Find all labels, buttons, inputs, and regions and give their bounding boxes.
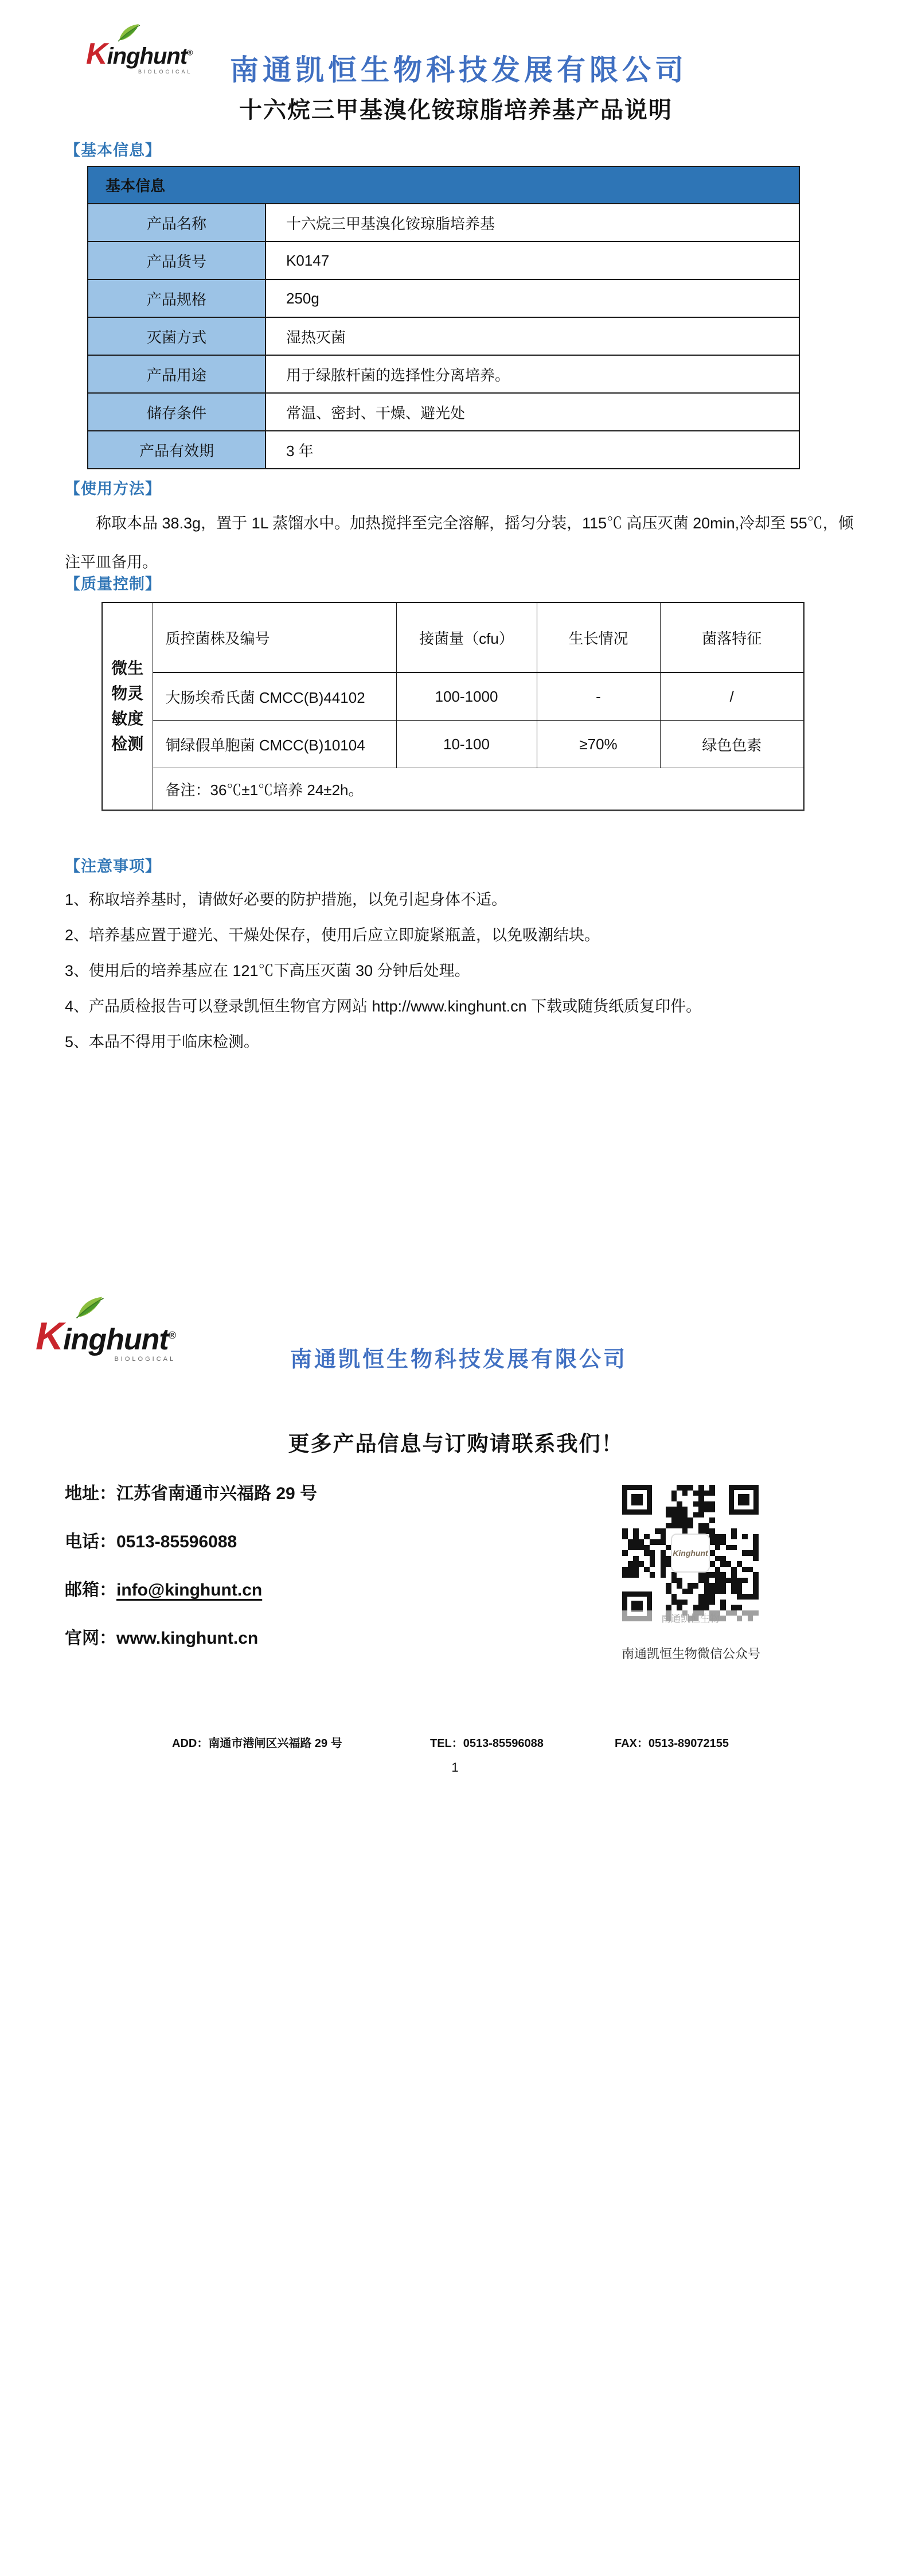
qc-note: 备注：36℃±1℃培养 24±2h。 [153,768,804,811]
contact-value: 江苏省南通市兴福路 29 号 [116,1484,318,1503]
contact-value: 0513-85596088 [116,1532,237,1551]
brand-sub-label: BIOLOGICAL [138,69,193,75]
registered-mark: ® [187,48,193,57]
qc-inoculum: 100-1000 [396,672,537,721]
footer-fax: FAX：0513-89072155 [615,1737,729,1750]
qr-watermark-text: 南通凯恒生物 [622,1610,759,1625]
contact-value: www.kinghunt.cn [116,1629,259,1648]
row-value: 3 年 [265,431,799,469]
leaf-icon [73,1295,107,1322]
registered-mark: ® [168,1329,176,1341]
contact-address [65,1479,317,1504]
brand-sub-label: BIOLOGICAL [114,1356,176,1363]
qc-colony: 绿色色素 [660,721,804,768]
row-value: 常温、密封、干燥、避光处 [265,393,799,431]
row-label: 灭菌方式 [88,317,265,355]
contact-phone [65,1527,237,1552]
qr-center-logo: Kinghunt [671,1534,710,1573]
table-row [88,242,799,279]
row-label: 产品用途 [88,355,265,393]
row-value: K0147 [265,242,799,279]
row-label: 产品名称 [88,204,265,242]
qc-col-colony: 菌落特征 [660,602,804,672]
footer-address: ADD：南通市港闸区兴福路 29 号 [172,1737,342,1750]
qc-growth: - [537,672,660,721]
brand-initial: K [86,37,107,71]
section-heading-notes: 【注意事项】 [65,858,161,875]
row-value: 十六烷三甲基溴化铵琼脂培养基 [265,204,799,242]
page-number: 1 [451,1760,459,1775]
qr-code [622,1485,759,1624]
contact-heading: 更多产品信息与订购请联系我们！ [288,1432,624,1456]
section-heading-usage: 【使用方法】 [65,480,161,497]
footer-telephone: TEL：0513-85596088 [430,1737,544,1750]
list-item: 2、培养基应置于避光、干燥处保存，使用后应立即旋紧瓶盖，以免吸潮结块。 [65,927,600,944]
qc-side-label: 微生物灵敏度检测 [102,602,153,811]
table-row [102,721,804,768]
row-value: 湿热灭菌 [265,317,799,355]
qc-inoculum: 10-100 [396,721,537,768]
table-row [88,279,799,317]
table-row [88,393,799,431]
brand-rest: inghunt [107,44,188,69]
page-title: 十六烷三甲基溴化铵琼脂培养基产品说明 [239,98,673,123]
footer-company-name: 南通凯恒生物科技发展有限公司 [290,1348,627,1372]
contact-label: 地址： [65,1484,116,1503]
list-item: 1、称取培养基时，请做好必要的防护措施，以免引起身体不适。 [65,891,507,908]
basic-info-table [87,166,800,469]
qr-caption: 南通凯恒生物微信公众号 [621,1647,760,1661]
row-label: 产品货号 [88,242,265,279]
table-row [88,355,799,393]
section-heading-basic-info: 【基本信息】 [65,142,161,159]
contact-website [65,1624,258,1649]
contact-label: 邮箱： [65,1581,116,1600]
list-item: 3、使用后的培养基应在 121℃下高压灭菌 30 分钟后处理。 [65,962,470,979]
header-company-name: 南通凯恒生物科技发展有限公司 [230,54,688,86]
table-row [102,768,804,811]
qr-finder-icon [729,1485,759,1515]
list-item: 4、产品质检报告可以登录凯恒生物官方网站 http://www.kinghunt.cn 下载或随货纸质复印件。 [65,998,702,1015]
table-row [102,672,804,721]
contact-email [65,1575,262,1601]
basic-table-header: 基本信息 [88,166,799,204]
header-logo [86,37,193,75]
row-value: 用于绿脓杆菌的选择性分离培养。 [265,355,799,393]
brand-rest: inghunt [63,1323,169,1356]
table-row [88,431,799,469]
table-row [88,317,799,355]
contact-label: 电话： [65,1532,116,1551]
qr-finder-icon [622,1485,652,1515]
list-item: 5、本品不得用于临床检测。 [65,1033,260,1050]
section-heading-quality-control: 【质量控制】 [65,575,161,593]
row-label: 储存条件 [88,393,265,431]
email-link[interactable]: info@kinghunt.cn [116,1581,263,1600]
qc-colony: / [660,672,804,721]
table-row [88,204,799,242]
qc-strain: 大肠埃希氏菌 CMCC(B)44102 [153,672,396,721]
footer-logo [36,1314,175,1363]
row-value: 250g [265,279,799,317]
qc-col-inoculum: 接菌量（cfu） [396,602,537,672]
qc-col-growth: 生长情况 [537,602,660,672]
brand-initial: K [36,1314,64,1358]
row-label: 产品有效期 [88,431,265,469]
qc-col-strain: 质控菌株及编号 [153,602,396,672]
leaf-icon [116,23,142,45]
qc-strain: 铜绿假单胞菌 CMCC(B)10104 [153,721,396,768]
contact-label: 官网： [65,1629,116,1648]
quality-control-table [101,602,804,811]
row-label: 产品规格 [88,279,265,317]
usage-paragraph: 称取本品 38.3g，置于 1L 蒸馏水中。加热搅拌至完全溶解，摇匀分装，115℃ 高压灭菌 20min,冷却至 55℃，倾注平皿备用。 [65,515,854,571]
qc-growth: ≥70% [537,721,660,768]
